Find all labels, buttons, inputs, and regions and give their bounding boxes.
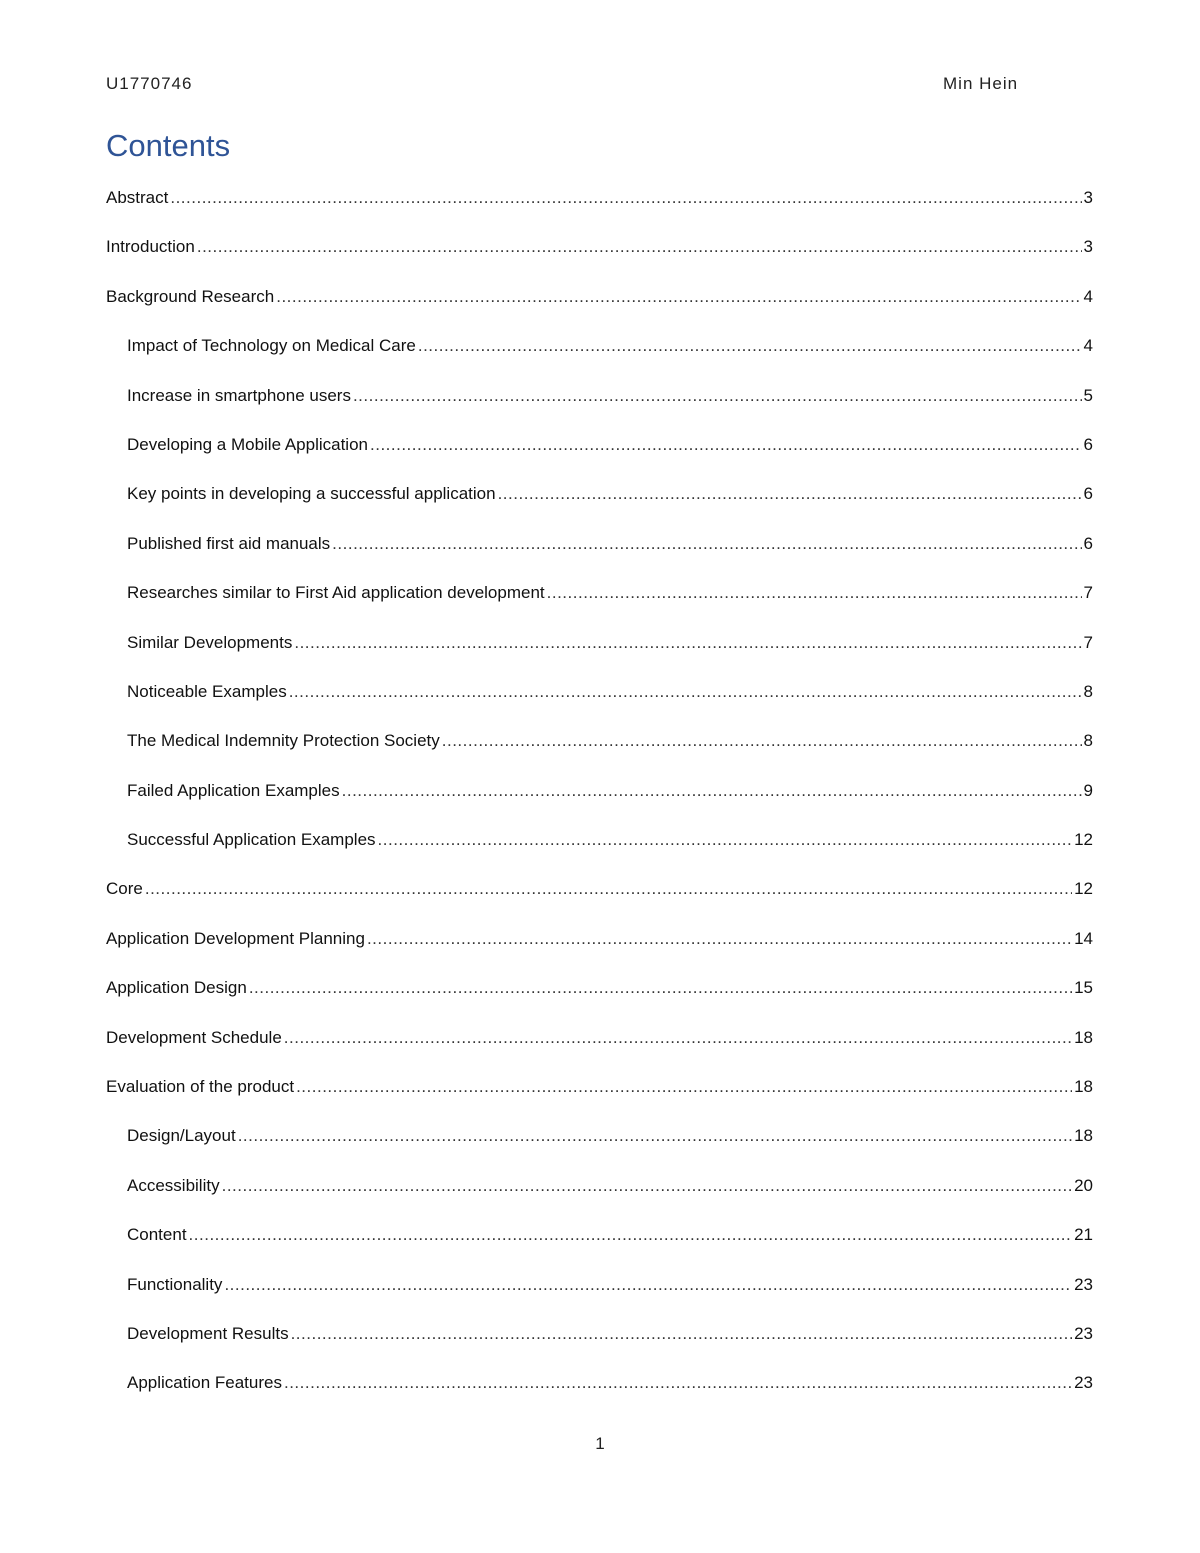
toc-entry[interactable]	[106, 1273, 1093, 1322]
toc-entry[interactable]	[106, 532, 1093, 581]
toc-entry-label[interactable]: Increase in smartphone users	[127, 385, 351, 405]
toc-dot-leader	[189, 1223, 1073, 1247]
toc-dot-leader	[547, 581, 1082, 605]
toc-entry[interactable]	[106, 235, 1093, 284]
toc-entry-page: 8	[1083, 731, 1093, 751]
toc-dot-leader	[294, 631, 1081, 655]
toc-entry-label[interactable]: Content	[127, 1225, 187, 1245]
toc-entry-page: 8	[1083, 681, 1093, 701]
toc-entry[interactable]	[106, 285, 1093, 334]
toc-entry-page: 15	[1074, 978, 1093, 998]
page-number: 1	[595, 1434, 605, 1453]
toc-entry-page: 4	[1083, 336, 1093, 356]
toc-entry-page: 3	[1083, 237, 1093, 257]
toc-entry[interactable]	[106, 631, 1093, 680]
toc-entry-page: 18	[1074, 1126, 1093, 1146]
toc-entry-page: 23	[1074, 1373, 1093, 1393]
toc-entry[interactable]	[106, 1075, 1093, 1124]
toc-entry-page: 7	[1083, 632, 1093, 652]
toc-entry-label[interactable]: Failed Application Examples	[127, 780, 340, 800]
toc-dot-leader	[367, 927, 1072, 951]
toc-dot-leader	[342, 779, 1082, 803]
toc-entry-label[interactable]: Accessibility	[127, 1175, 220, 1195]
toc-entry[interactable]	[106, 729, 1093, 778]
toc-entry-page: 14	[1074, 928, 1093, 948]
toc-entry-label[interactable]: Core	[106, 879, 143, 899]
toc-entry-page: 6	[1083, 484, 1093, 504]
toc-entry[interactable]	[106, 433, 1093, 482]
toc-dot-leader	[353, 384, 1082, 408]
toc-entry[interactable]	[106, 334, 1093, 383]
toc-entry-page: 7	[1083, 583, 1093, 603]
toc-dot-leader	[276, 285, 1081, 309]
toc-dot-leader	[249, 976, 1072, 1000]
toc-dot-leader	[145, 877, 1072, 901]
toc-dot-leader	[197, 235, 1082, 259]
toc-dot-leader	[284, 1371, 1072, 1395]
toc-entry-page: 12	[1074, 830, 1093, 850]
toc-entry[interactable]	[106, 1026, 1093, 1075]
toc-entry-page: 12	[1074, 879, 1093, 899]
toc-entry-label[interactable]: Functionality	[127, 1274, 223, 1294]
toc-entry[interactable]	[106, 581, 1093, 630]
toc-entry[interactable]	[106, 186, 1093, 235]
toc-entry-page: 4	[1083, 286, 1093, 306]
toc-dot-leader	[498, 482, 1082, 506]
toc-entry-page: 3	[1083, 188, 1093, 207]
toc-dot-leader	[291, 1322, 1073, 1346]
toc-entry-page: 6	[1083, 533, 1093, 553]
toc-entry-label[interactable]: Impact of Technology on Medical Care	[127, 336, 416, 356]
toc-entry-page: 21	[1074, 1225, 1093, 1245]
toc-entry[interactable]	[106, 976, 1093, 1025]
toc-entry-label[interactable]: Design/Layout	[127, 1126, 236, 1146]
toc-dot-leader	[289, 680, 1082, 704]
header-student-id: U1770746	[106, 74, 193, 93]
toc-entry-label[interactable]: Application Features	[127, 1373, 282, 1393]
header-author: Min Hein	[943, 74, 1019, 93]
toc-dot-leader	[370, 433, 1082, 457]
toc-entry-label[interactable]: Application Design	[106, 978, 247, 998]
toc-dot-leader	[238, 1124, 1072, 1148]
toc-entry-label[interactable]: Abstract	[106, 188, 169, 207]
toc-entry-label[interactable]: Noticeable Examples	[127, 681, 287, 701]
toc-entry-page: 23	[1074, 1274, 1093, 1294]
toc-entry-label[interactable]: Developing a Mobile Application	[127, 434, 368, 454]
toc-entry[interactable]	[106, 1124, 1093, 1173]
toc-entry[interactable]	[106, 927, 1093, 976]
toc-entry[interactable]	[106, 482, 1093, 531]
toc-entry-page: 20	[1074, 1175, 1093, 1195]
toc-dot-leader	[442, 729, 1082, 753]
toc-dot-leader	[284, 1026, 1072, 1050]
toc-entry-page: 9	[1083, 780, 1093, 800]
toc-entry[interactable]	[106, 384, 1093, 433]
toc-entry-label[interactable]: Application Development Planning	[106, 928, 365, 948]
toc-title: Contents	[106, 128, 231, 163]
toc-dot-leader	[332, 532, 1081, 556]
toc-entry[interactable]	[106, 828, 1093, 877]
toc-dot-leader	[224, 1273, 1072, 1297]
toc-entry-page: 6	[1083, 434, 1093, 454]
toc-dot-leader	[222, 1174, 1072, 1198]
toc-entry-label[interactable]: Introduction	[106, 237, 195, 257]
toc-dot-leader	[170, 186, 1081, 210]
toc-entry[interactable]	[106, 1223, 1093, 1272]
toc-entry[interactable]	[106, 680, 1093, 729]
toc-entry-label[interactable]: Background Research	[106, 286, 275, 306]
toc-entry[interactable]	[106, 877, 1093, 926]
toc-entry-label[interactable]: Development Results	[127, 1323, 289, 1343]
toc-entry[interactable]	[106, 1322, 1093, 1371]
toc-entry[interactable]	[106, 779, 1093, 828]
toc-entry-label[interactable]: Researches similar to First Aid application development	[127, 583, 545, 603]
toc-entry-page: 18	[1074, 1027, 1093, 1047]
toc-entry-label[interactable]: Similar Developments	[127, 632, 293, 652]
toc-entry-label[interactable]: Key points in developing a successful application	[127, 484, 496, 504]
toc-entry-label[interactable]: Development Schedule	[106, 1027, 282, 1047]
toc-entry-page: 18	[1074, 1077, 1093, 1097]
toc-entry-page: 5	[1083, 385, 1093, 405]
table-of-contents	[106, 186, 1093, 1421]
toc-entry-label[interactable]: The Medical Indemnity Protection Society	[127, 731, 440, 751]
toc-entry-label[interactable]: Successful Application Examples	[127, 830, 376, 850]
toc-dot-leader	[378, 828, 1073, 852]
toc-entry-label[interactable]: Evaluation of the product	[106, 1077, 295, 1097]
toc-dot-leader	[418, 334, 1082, 358]
toc-entry[interactable]	[106, 1371, 1093, 1420]
toc-dot-leader	[296, 1075, 1072, 1099]
toc-entry-label[interactable]: Published first aid manuals	[127, 533, 331, 553]
toc-entry[interactable]	[106, 1174, 1093, 1223]
toc-entry-page: 23	[1074, 1323, 1093, 1343]
